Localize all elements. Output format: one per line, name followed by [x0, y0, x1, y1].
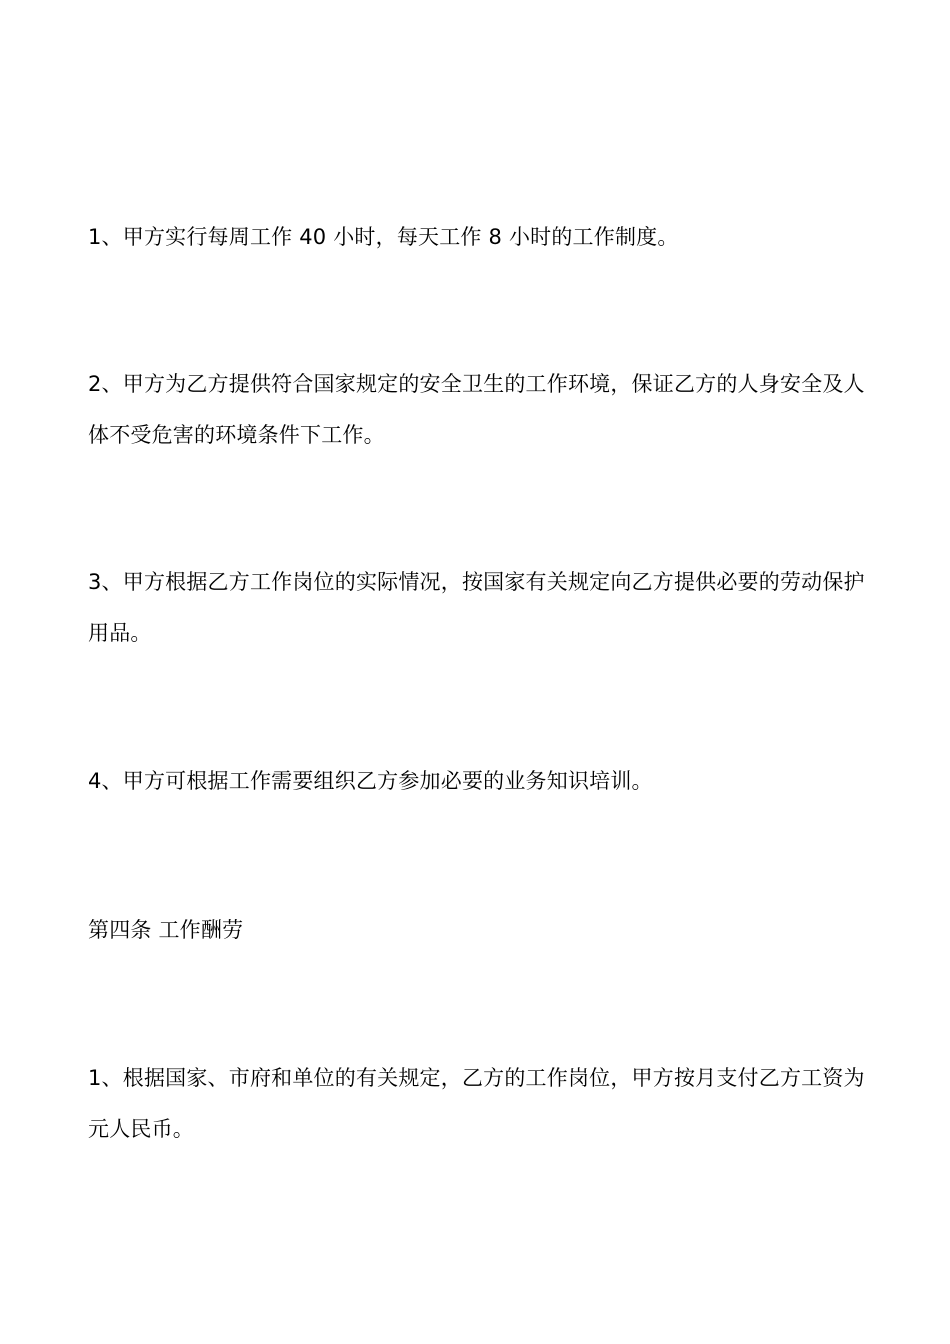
- section-heading: 第四条 工作酬劳: [88, 918, 244, 942]
- clause-paragraph: 1、甲方实行每周工作 40 小时，每天工作 8 小时的工作制度。: [88, 225, 679, 249]
- clause-paragraph: 2、甲方为乙方提供符合国家规定的安全卫生的工作环境，保证乙方的人身安全及人体不受危害的环境条件下工作。: [88, 372, 865, 447]
- clause-paragraph: 4、甲方可根据工作需要组织乙方参加必要的业务知识培训。: [88, 769, 653, 793]
- clause-paragraph: 3、甲方根据乙方工作岗位的实际情况，按国家有关规定向乙方提供必要的劳动保护用品。: [88, 570, 865, 645]
- clause-paragraph: 1、根据国家、市府和单位的有关规定，乙方的工作岗位，甲方按月支付乙方工资为元人民币。: [88, 1066, 865, 1141]
